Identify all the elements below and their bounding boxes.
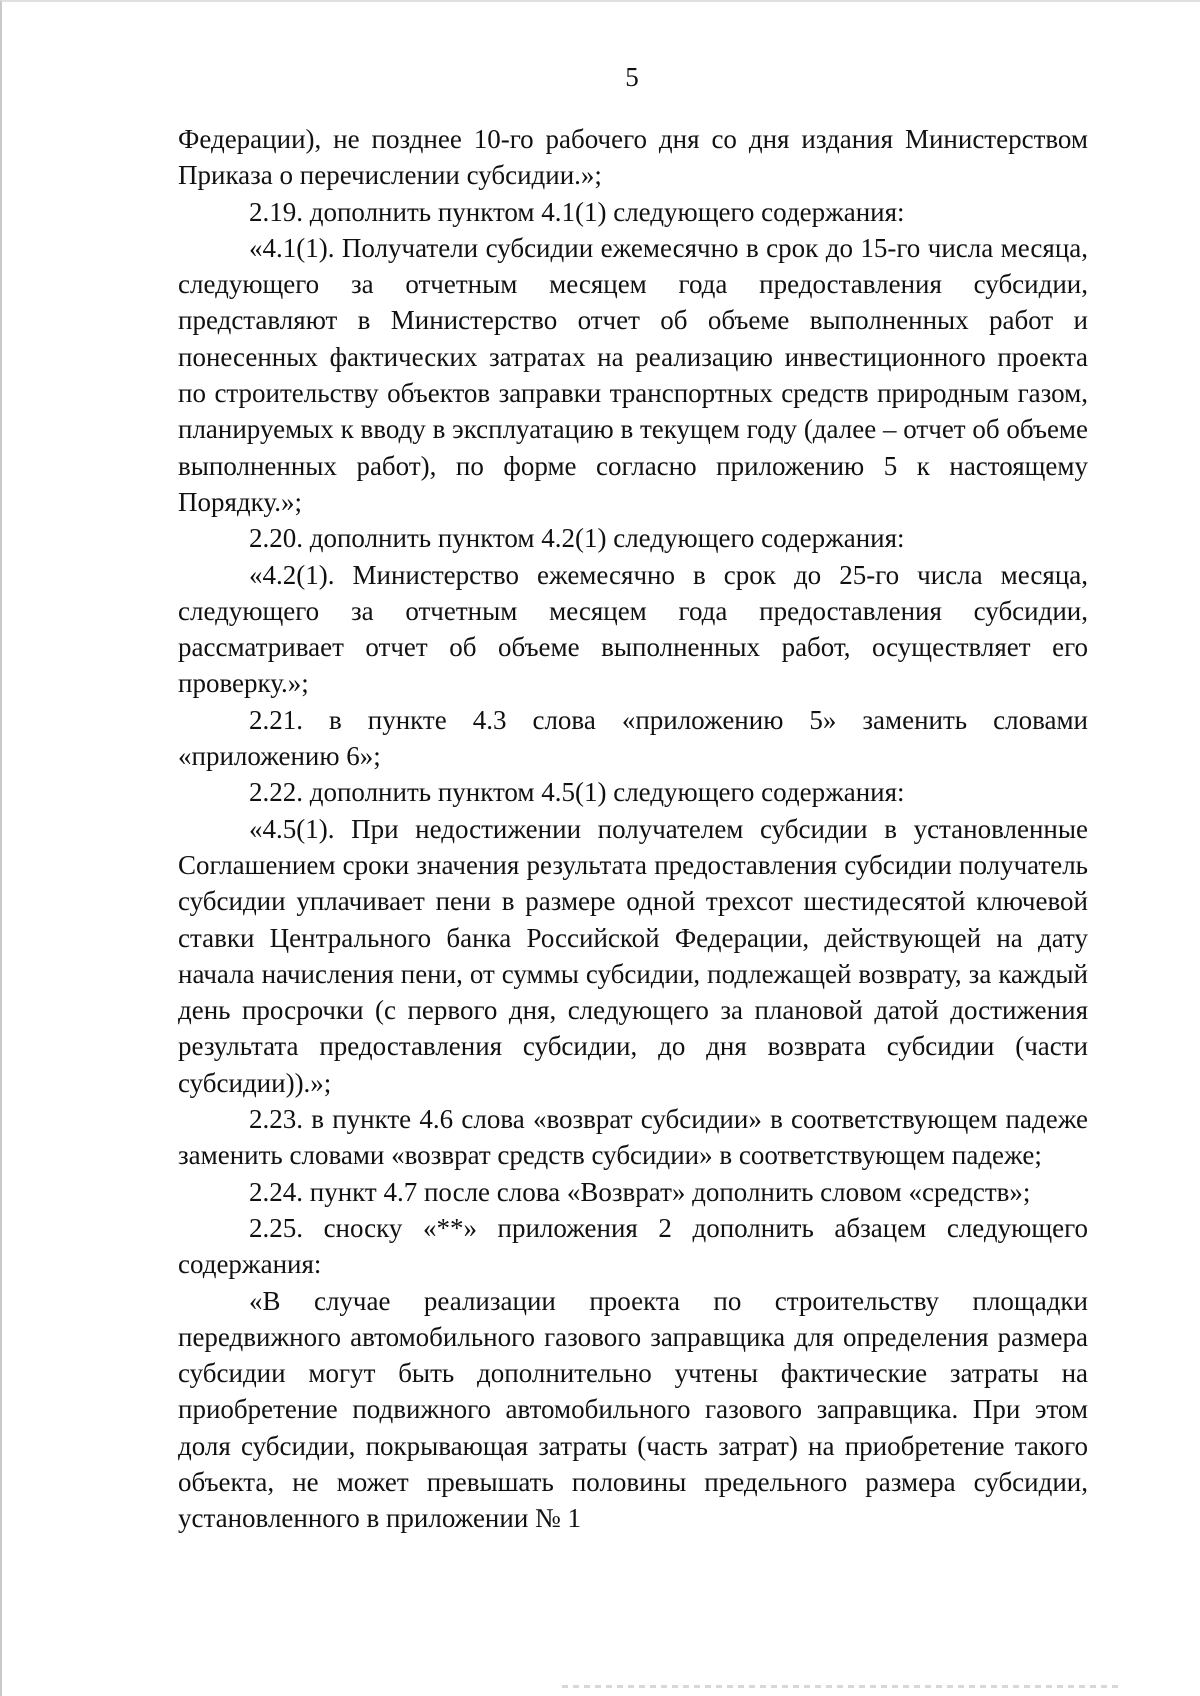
scan-artifact [562,1685,1122,1688]
paragraph-point-4-5-1: «4.5(1). При недостижении получателем субсидии в установленные Соглашением сроки значения результата предоставления субсидии получатель субсидии уплачивает пени в размере одной трехсот шестидесятой ключевой ставки Центрального банка Российской Федерации, действующей на дату начала начисления пени, от суммы субсидии, подлежащей возврату, за каждый день просрочки (с первого дня, следующего за плановой датой достижения результата предоставления субсидии, до дня возврата субсидии (части субсидии)).»; [178,813,1088,1098]
paragraph-point-4-2-1: «4.2(1). Министерство ежемесячно в срок до 25-го числа месяца, следующего за отчетным месяцем года предоставления субсидии, рассматривает отчет об объеме выполненных работ, осуществляет его проверку.»; [178,559,1088,699]
paragraph-item-2-23: 2.23. в пункте 4.6 слова «возврат субсидии» в соответствующем падеже заменить словами «возврат средств субсидии» в соответствующем падеже; [178,1104,1088,1171]
paragraph-item-2-24: 2.24. пункт 4.7 после слова «Возврат» дополнить словом «средств»; [249,1176,1031,1207]
document-body [178,121,1088,1537]
paragraph-continuation: Федерации), не позднее 10-го рабочего дня со дня издания Министерством Приказа о перечислении субсидии.»; [178,124,1088,191]
paragraph-item-2-20: 2.20. дополнить пунктом 4.2(1) следующего содержания: [249,523,905,554]
paragraph-item-2-22: 2.22. дополнить пунктом 4.5(1) следующего содержания: [249,777,905,808]
paragraph-item-2-19: 2.19. дополнить пунктом 4.1(1) следующего содержания: [249,196,905,227]
paragraph-point-4-1-1: «4.1(1). Получатели субсидии ежемесячно в срок до 15-го числа месяца, следующего за отчетным месяцем года предоставления субсидии, представляют в Министерство отчет об объеме выполненных работ и понесенных фактических затратах на реализацию инвестиционного проекта по строительству объектов заправки транспортных средств природным газом, планируемых к вводу в эксплуатацию в текущем году (далее – отчет об объеме выполненных работ), по форме согласно приложению 5 к настоящему Порядку.»; [178,232,1088,517]
paragraph-item-2-25: 2.25. сноску «**» приложения 2 дополнить абзацем следующего содержания: [178,1212,1088,1280]
paragraph-footnote-addition: «В случае реализации проекта по строительству площадки передвижного автомобильного газового заправщика для определения размера субсидии могут быть дополнительно учтены фактические затраты на приобретение подвижного автомобильного газового заправщика. При этом доля субсидии, покрывающая затраты (часть затрат) на приобретение такого объекта, не может превышать половины предельного размера субсидии, установленного в приложении № 1 [178,1285,1088,1534]
page-number: 5 [625,62,639,92]
paragraph-item-2-21: 2.21. в пункте 4.3 слова «приложению 5» заменить словами «приложению 6»; [178,704,1088,772]
